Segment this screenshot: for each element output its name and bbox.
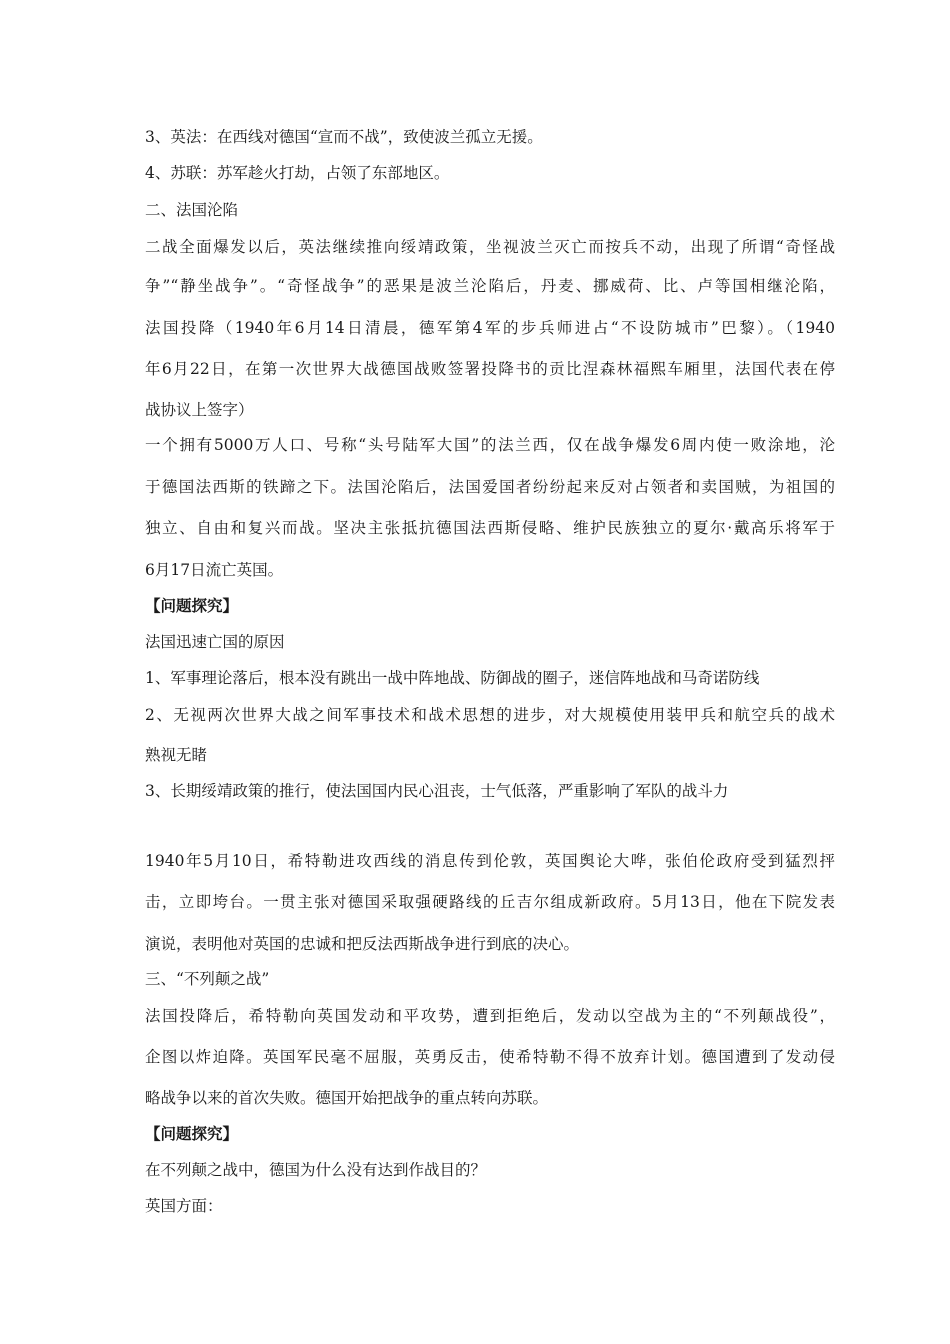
text-line: 年6月22日，在第一次世界大战德国战败签署投降书的贡比涅森林福熙车厢里，法国代表在停 <box>145 360 835 378</box>
text-line: 3、英法：在西线对德国“宣而不战”，致使波兰孤立无援。 <box>145 128 543 146</box>
list-item: 1、军事理论落后，根本没有跳出一战中阵地战、防御战的圈子，迷信阵地战和马奇诺防线 <box>145 669 760 687</box>
text-line: 击，立即垮台。一贯主张对德国采取强硬路线的丘吉尔组成新政府。5月13日，他在下院发表 <box>145 893 835 911</box>
text-line: 英国方面： <box>145 1197 223 1215</box>
text-line: 法国投降（1940年6月14日清晨，德军第4军的步兵师进占“不设防城市”巴黎）。（1940 <box>145 319 835 337</box>
text-line: 1940年5月10日，希特勒进攻西线的消息传到伦敦，英国舆论大哗，张伯伦政府受到猛烈抨 <box>145 852 835 870</box>
text-line: 企图以炸迫降。英国军民毫不屈服，英勇反击，使希特勒不得不放弃计划。德国遭到了发动侵 <box>145 1048 835 1066</box>
section-heading: 【问题探究】 <box>145 596 239 615</box>
text-line: 于德国法西斯的铁蹄之下。法国沦陷后，法国爱国者纷纷起来反对占领者和卖国贼，为祖国的 <box>145 478 835 496</box>
text-line: 法国投降后，希特勒向英国发动和平攻势，遭到拒绝后，发动以空战为主的“不列颠战役”， <box>145 1007 835 1025</box>
list-item: 3、长期绥靖政策的推行，使法国国内民心沮丧，士气低落，严重影响了军队的战斗力 <box>145 782 729 800</box>
text-line: 在不列颠之战中，德国为什么没有达到作战目的？ <box>145 1161 487 1179</box>
text-line: 一个拥有5000万人口、号称“头号陆军大国”的法兰西，仅在战争爆发6周内使一败涂地，沦 <box>145 436 835 454</box>
section-heading: 【问题探究】 <box>145 1124 239 1143</box>
text-line: 独立、自由和复兴而战。坚决主张抵抗德国法西斯侵略、维护民族独立的夏尔·戴高乐将军于 <box>145 519 835 537</box>
section-heading: 二、法国沦陷 <box>145 201 239 219</box>
text-line: 战协议上签字） <box>145 401 254 419</box>
text-line: 争”“静坐战争”。“奇怪战争”的恶果是波兰沦陷后，丹麦、挪威荷、比、卢等国相继沦陷， <box>145 277 835 295</box>
text-line: 4、苏联：苏军趁火打劫，占领了东部地区。 <box>145 164 450 182</box>
list-item: 2、无视两次世界大战之间军事技术和战术思想的进步，对大规模使用装甲兵和航空兵的战术 <box>145 706 835 724</box>
text-line: 略战争以来的首次失败。德国开始把战争的重点转向苏联。 <box>145 1089 549 1107</box>
text-line: 6月17日流亡英国。 <box>145 561 284 579</box>
section-heading: 三、“不列颠之战” <box>145 970 270 988</box>
text-line: 二战全面爆发以后，英法继续推向绥靖政策，坐视波兰灭亡而按兵不动，出现了所谓“奇怪战 <box>145 238 835 256</box>
text-line: 熟视无睹 <box>145 746 208 764</box>
text-line: 演说，表明他对英国的忠诚和把反法西斯战争进行到底的决心。 <box>145 935 580 953</box>
text-line: 法国迅速亡国的原因 <box>145 633 285 651</box>
